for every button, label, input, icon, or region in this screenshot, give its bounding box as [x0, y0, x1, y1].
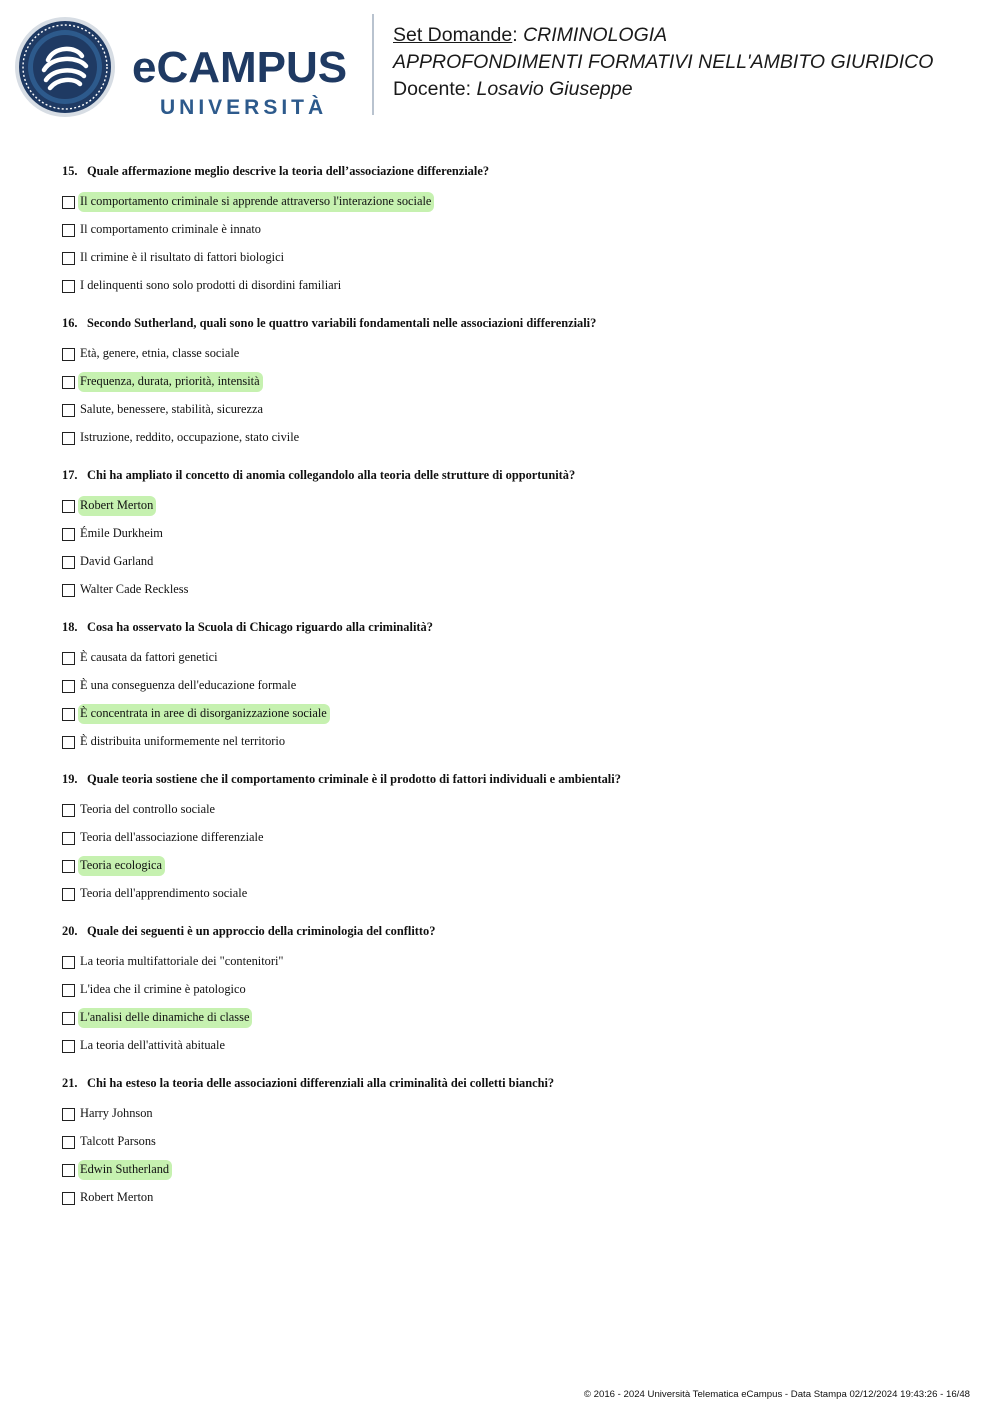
answer-checkbox[interactable] [62, 1164, 75, 1177]
answer-checkbox[interactable] [62, 708, 75, 721]
question-block [62, 770, 962, 922]
header-info [393, 22, 993, 103]
question-text: Quale affermazione meglio descrive la teoria dell’associazione differenziale? [87, 164, 490, 178]
question-spacer [62, 1060, 962, 1074]
answer-label-correct: L'analisi delle dinamiche di classe [78, 1008, 252, 1028]
answer-option[interactable] [62, 852, 962, 880]
answer-checkbox[interactable] [62, 1040, 75, 1053]
answer-option[interactable] [62, 368, 962, 396]
answer-option[interactable] [62, 1032, 962, 1060]
question-number: 17. [62, 468, 78, 482]
answer-checkbox[interactable] [62, 348, 75, 361]
question-number: 16. [62, 316, 78, 330]
answer-checkbox[interactable] [62, 196, 75, 209]
question-number: 20. [62, 924, 78, 938]
answer-label: Il crimine è il risultato di fattori biologici [80, 250, 285, 264]
answer-label: Età, genere, etnia, classe sociale [80, 346, 240, 360]
answer-checkbox[interactable] [62, 832, 75, 845]
logo-brand-text: eCAMPUS [132, 43, 348, 92]
question-text: Chi ha ampliato il concetto di anomia collegandolo alla teoria delle strutture di opportunità? [87, 468, 576, 482]
question-block [62, 922, 962, 1074]
page-header [0, 0, 1000, 130]
question-text: Cosa ha osservato la Scuola di Chicago riguardo alla criminalità? [87, 620, 433, 634]
question-number: 19. [62, 772, 78, 786]
answer-label: Émile Durkheim [80, 526, 163, 540]
ecampus-seal-icon [14, 16, 116, 118]
teacher-name: Losavio Giuseppe [476, 78, 633, 100]
course-title: APPROFONDIMENTI FORMATIVI NELL'AMBITO GIURIDICO [393, 51, 934, 73]
question-title [62, 314, 962, 332]
page-footer: © 2016 - 2024 Università Telematica eCampus - Data Stampa 02/12/2024 19:43:26 - 16/48 [583, 1389, 970, 1400]
question-title [62, 1074, 962, 1092]
question-spacer [62, 300, 962, 314]
question-number: 15. [62, 164, 78, 178]
answer-label: I delinquenti sono solo prodotti di disordini familiari [80, 278, 342, 292]
header-set-line [393, 22, 993, 49]
answer-label: Robert Merton [80, 1190, 154, 1204]
teacher-label: Docente: [393, 78, 477, 100]
answer-checkbox[interactable] [62, 584, 75, 597]
question-title [62, 770, 962, 788]
option-list [62, 644, 962, 756]
question-spacer [62, 756, 962, 770]
answer-label-correct: Robert Merton [78, 496, 156, 516]
question-block [62, 162, 962, 314]
question-text: Quale dei seguenti è un approccio della criminologia del conflitto? [87, 924, 436, 938]
answer-checkbox[interactable] [62, 680, 75, 693]
logo-subtitle-text: UNIVERSITÀ [160, 96, 328, 119]
question-text: Chi ha esteso la teoria delle associazioni differenziali alla criminalità dei colletti bianchi? [87, 1076, 555, 1090]
question-title [62, 162, 962, 180]
answer-label: La teoria dell'attività abituale [80, 1038, 226, 1052]
answer-option[interactable] [62, 700, 962, 728]
option-list [62, 796, 962, 908]
answer-label-correct: Teoria ecologica [78, 856, 165, 876]
answer-label: Walter Cade Reckless [80, 582, 189, 596]
answer-option[interactable] [62, 492, 962, 520]
answer-label-correct: Il comportamento criminale si apprende attraverso l'interazione sociale [78, 192, 434, 212]
answer-option[interactable] [62, 644, 962, 672]
answer-checkbox[interactable] [62, 252, 75, 265]
question-number: 18. [62, 620, 78, 634]
answer-label: È causata da fattori genetici [80, 650, 218, 664]
answer-checkbox[interactable] [62, 280, 75, 293]
answer-checkbox[interactable] [62, 860, 75, 873]
answer-label: Salute, benessere, stabilità, sicurezza [80, 402, 264, 416]
option-list [62, 1100, 962, 1212]
set-label: Set Domande [393, 24, 513, 46]
answer-option[interactable] [62, 672, 962, 700]
ecampus-logo [14, 14, 364, 118]
answer-option[interactable] [62, 576, 962, 604]
answer-option[interactable] [62, 880, 962, 908]
question-spacer [62, 1212, 962, 1226]
subject-title: CRIMINOLOGIA [523, 24, 668, 46]
answer-option[interactable] [62, 1128, 962, 1156]
answer-label: È una conseguenza dell'educazione formale [80, 678, 297, 692]
answer-checkbox[interactable] [62, 432, 75, 445]
header-divider [372, 14, 374, 115]
answer-option[interactable] [62, 728, 962, 756]
question-block [62, 466, 962, 618]
answer-checkbox[interactable] [62, 736, 75, 749]
answer-option[interactable] [62, 824, 962, 852]
answer-checkbox[interactable] [62, 376, 75, 389]
answer-label: La teoria multifattoriale dei "contenitori" [80, 954, 284, 968]
answer-label: Teoria dell'associazione differenziale [80, 830, 264, 844]
question-title [62, 466, 962, 484]
answer-option[interactable] [62, 216, 962, 244]
answer-option[interactable] [62, 796, 962, 824]
answer-option[interactable] [62, 976, 962, 1004]
answer-label-correct: Frequenza, durata, priorità, intensità [78, 372, 263, 392]
option-list [62, 340, 962, 452]
header-teacher-line [393, 76, 993, 103]
answer-checkbox[interactable] [62, 1108, 75, 1121]
answer-label: Teoria dell'apprendimento sociale [80, 886, 248, 900]
answer-label: Talcott Parsons [80, 1134, 156, 1148]
answer-checkbox[interactable] [62, 956, 75, 969]
question-title [62, 618, 962, 636]
answer-label-correct: È concentrata in aree di disorganizzazione sociale [78, 704, 330, 724]
question-list [62, 162, 962, 1226]
question-block [62, 314, 962, 466]
answer-label: Teoria del controllo sociale [80, 802, 216, 816]
answer-label-correct: Edwin Sutherland [78, 1160, 172, 1180]
option-list [62, 492, 962, 604]
answer-checkbox[interactable] [62, 984, 75, 997]
question-block [62, 618, 962, 770]
question-block [62, 1074, 962, 1226]
answer-option[interactable] [62, 244, 962, 272]
answer-option[interactable] [62, 520, 962, 548]
answer-checkbox[interactable] [62, 528, 75, 541]
answer-label: David Garland [80, 554, 154, 568]
answer-checkbox[interactable] [62, 1192, 75, 1205]
question-text: Quale teoria sostiene che il comportamento criminale è il prodotto di fattori individuali e ambientali? [87, 772, 621, 786]
option-list [62, 188, 962, 300]
answer-checkbox[interactable] [62, 1136, 75, 1149]
question-spacer [62, 908, 962, 922]
answer-option[interactable] [62, 1100, 962, 1128]
answer-checkbox[interactable] [62, 224, 75, 237]
answer-label: Harry Johnson [80, 1106, 153, 1120]
answer-option[interactable] [62, 272, 962, 300]
answer-option[interactable] [62, 188, 962, 216]
answer-label: Il comportamento criminale è innato [80, 222, 261, 236]
question-spacer [62, 452, 962, 466]
question-number: 21. [62, 1076, 78, 1090]
answer-label: L'idea che il crimine è patologico [80, 982, 246, 996]
question-title [62, 922, 962, 940]
answer-label: Istruzione, reddito, occupazione, stato civile [80, 430, 300, 444]
answer-checkbox[interactable] [62, 804, 75, 817]
answer-option[interactable] [62, 396, 962, 424]
answer-checkbox[interactable] [62, 500, 75, 513]
ecampus-wordmark [132, 42, 364, 122]
answer-option[interactable] [62, 424, 962, 452]
answer-checkbox[interactable] [62, 1012, 75, 1025]
option-list [62, 948, 962, 1060]
answer-checkbox[interactable] [62, 556, 75, 569]
question-text: Secondo Sutherland, quali sono le quattro variabili fondamentali nelle associazioni differenziali? [87, 316, 597, 330]
answer-option[interactable] [62, 548, 962, 576]
answer-label: È distribuita uniformemente nel territorio [80, 734, 286, 748]
answer-option[interactable] [62, 1184, 962, 1212]
answer-option[interactable] [62, 1004, 962, 1032]
answer-checkbox[interactable] [62, 888, 75, 901]
question-spacer [62, 604, 962, 618]
answer-option[interactable] [62, 1156, 962, 1184]
answer-option[interactable] [62, 340, 962, 368]
set-separator: : [512, 24, 524, 46]
answer-checkbox[interactable] [62, 404, 75, 417]
answer-checkbox[interactable] [62, 652, 75, 665]
answer-option[interactable] [62, 948, 962, 976]
